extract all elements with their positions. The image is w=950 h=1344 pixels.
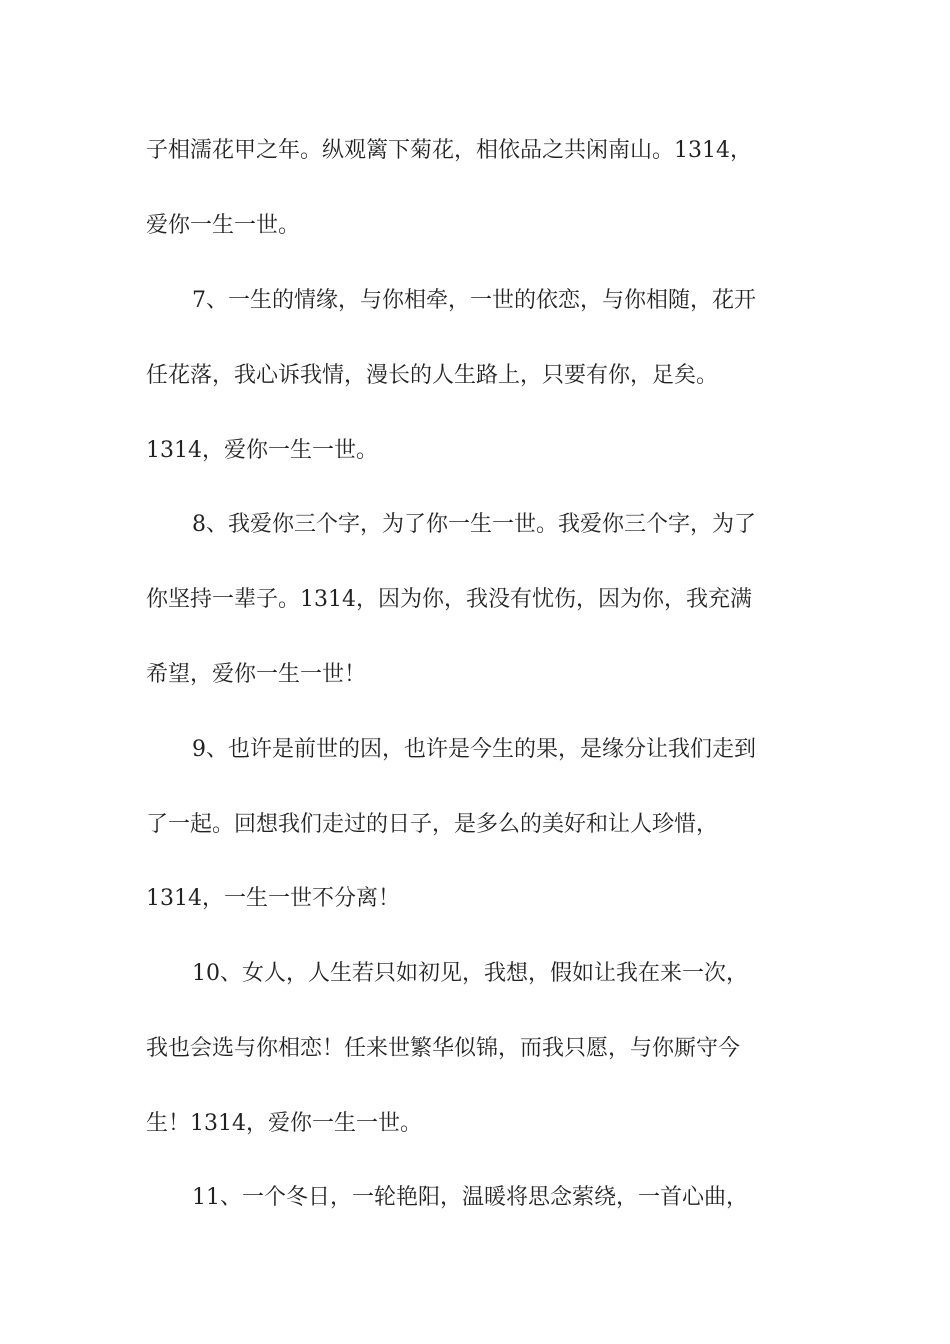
- text-line: 希望，爱你一生一世！: [146, 662, 367, 687]
- text-line: 子相濡花甲之年。纵观篱下菊花，相依品之共闲南山。1314，: [146, 138, 752, 163]
- text-line: 1314，爱你一生一世。: [146, 438, 378, 463]
- paragraph-9-start: 9、也许是前世的因，也许是今生的果，是缘分让我们走到: [192, 737, 756, 762]
- text-line: 生！1314，爱你一生一世。: [146, 1111, 422, 1136]
- paragraph-10-start: 10、女人，人生若只如初见，我想，假如让我在来一次，: [192, 961, 748, 986]
- paragraph-7-start: 7、一生的情缘，与你相牵，一世的依恋，与你相随，花开: [192, 288, 756, 313]
- text-line: 了一起。回想我们走过的日子，是多么的美好和让人珍惜，: [146, 812, 719, 837]
- text-line: 任花落，我心诉我情，漫长的人生路上，只要有你，足矣。: [146, 363, 719, 388]
- paragraph-11-start: 11、一个冬日，一轮艳阳，温暖将思念萦绕，一首心曲，: [192, 1185, 748, 1210]
- text-line: 爱你一生一世。: [146, 213, 301, 238]
- text-line: 你坚持一辈子。1314，因为你，我没有忧伤，因为你，我充满: [146, 587, 752, 612]
- paragraph-8-start: 8、我爱你三个字，为了你一生一世。我爱你三个字，为了: [192, 512, 756, 537]
- text-line: 我也会选与你相恋！任来世繁华似锦，而我只愿，与你厮守今: [146, 1036, 741, 1061]
- text-line: 1314，一生一世不分离！: [146, 886, 400, 911]
